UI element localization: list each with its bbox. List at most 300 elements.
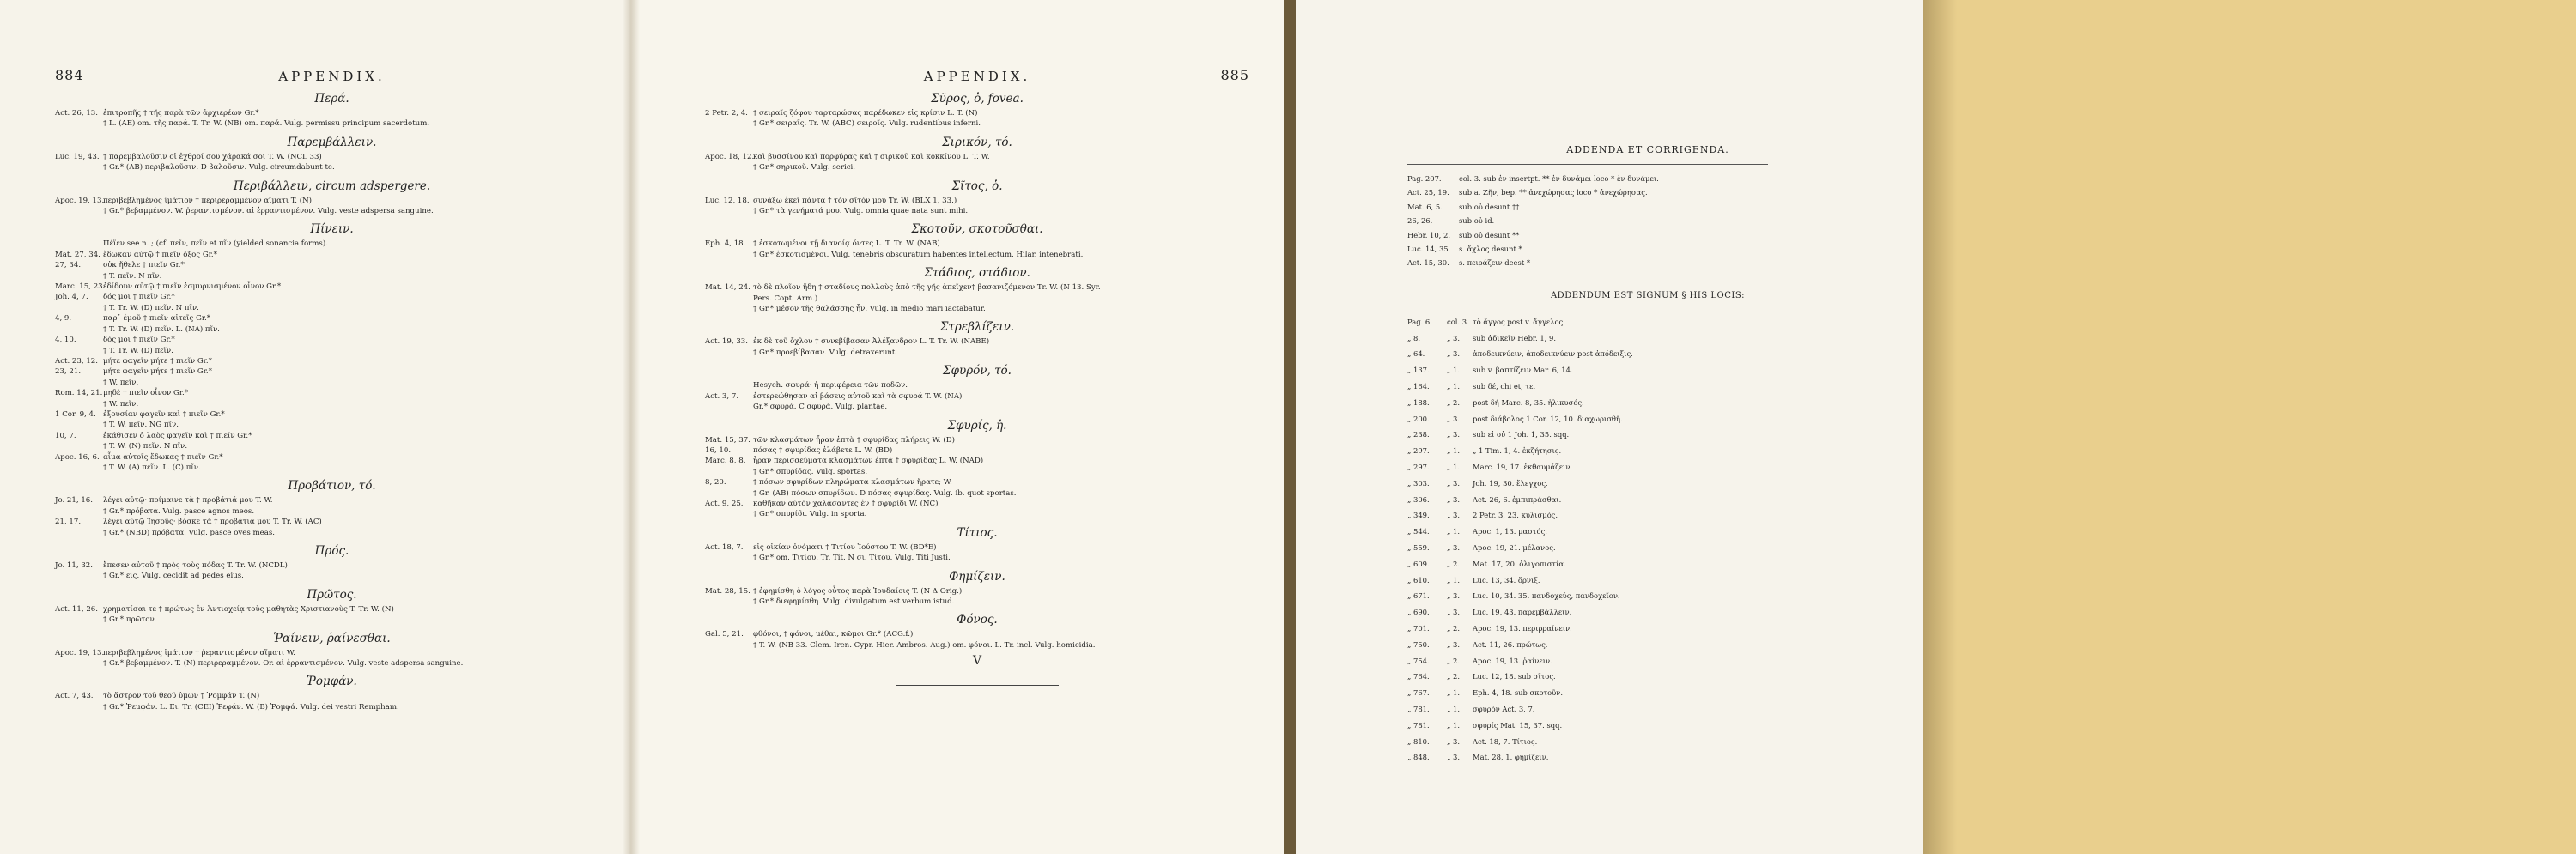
entry-lemma: Τίτιος. [957, 525, 998, 540]
locus-row [1407, 685, 1888, 701]
locus-text: Apoc. 19, 13. περιρραίνειν. [1473, 623, 1572, 633]
page-shadow [623, 0, 631, 854]
locus-page: „ 303. [1407, 478, 1430, 488]
entry-text: † Gr.* μέσον τῆς θαλάσσης ἦν. Vulg. in medio mari iactabatur. [753, 305, 986, 314]
locus-text: Act. 18, 7. Τίτιος. [1473, 736, 1538, 746]
entry-line [705, 477, 1249, 488]
correction-text: sub οὐ id. [1459, 216, 1495, 226]
entry-reference: Luc. 19, 43. [55, 152, 100, 161]
page-shadow [631, 0, 640, 854]
entry-text: ἔδωκαν αὐτῷ † πιεῖν ὄξος Gr.* [103, 250, 217, 259]
running-title: APPENDIX. [278, 69, 386, 84]
locus-row [1407, 749, 1888, 766]
correction-text: sub οὐ desunt †† [1459, 202, 1520, 211]
entry-text: εἰς οἰκίαν ὀνόματι † Τιτίου Ἰούστου T. W. (ΒD*E) [753, 542, 937, 552]
entry-reference: Apoc. 16, 6. [55, 452, 100, 462]
entry-line [55, 303, 609, 313]
entry-line [55, 118, 609, 129]
entry-line [55, 388, 609, 398]
entry-line [55, 452, 609, 463]
entry-line [55, 441, 609, 451]
locus-page: „ 848. [1407, 753, 1430, 762]
entry-text: † Gr.* προεβίβασαν. Vulg. detraxerunt. [753, 348, 898, 357]
locus-row [1407, 701, 1888, 718]
entry-lemma: Σφυρίς, ἡ. [947, 418, 1007, 433]
entry-line [705, 162, 1249, 173]
entry-text: † Gr.* πρόβατα. Vulg. pasce agnos meos. [103, 506, 255, 516]
entry-text: † T. W. (ΝΒ 33. Clem. Iren. Cypr. Hier. Ambros. Aug.) om. φόνοι. L. Tr. incl. Vulg. homicidia. [753, 640, 1096, 650]
entry-line [705, 597, 1249, 607]
entry-lemma: Προβάτιον, τό. [288, 479, 376, 494]
locus-page: „ 349. [1407, 511, 1430, 520]
locus-page: „ 810. [1407, 736, 1430, 746]
locus-page: „ 544. [1407, 527, 1430, 536]
entry-reference: Marc. 15, 23. [55, 282, 106, 292]
locus-row [1407, 734, 1888, 750]
locus-page: „ 306. [1407, 494, 1430, 504]
correction-row [1407, 242, 1888, 256]
locus-page: „ 297. [1407, 446, 1430, 456]
entry-reference: Act. 3, 7. [705, 391, 739, 401]
entry-lemma: Στάδιος, στάδιον. [924, 266, 1030, 281]
entry-text: ἐκάθισεν ὁ λαὸς φαγεῖν καὶ † πιεῖν Gr.* [103, 431, 252, 440]
locus-page: „ 137. [1407, 366, 1430, 375]
entry-line [55, 658, 609, 669]
entry-reference: Rom. 14, 21. [55, 389, 103, 398]
entry-lemma: Ῥομφάν. [307, 675, 357, 689]
locus-text: Luc. 12, 18. sub σῖτος. [1473, 672, 1556, 681]
entry-line [705, 336, 1249, 347]
locus-column: „ 3. [1447, 591, 1460, 601]
locus-row [1407, 637, 1888, 653]
entry-line [705, 467, 1249, 477]
locus-column: col. 3. [1447, 317, 1469, 326]
entry-text: † Gr.* βεβαμμένον. T. (Ν) περιρεραμμένον. Or. αἱ ἐρραντισμένον. Vulg. veste adspersa sanguine. [103, 659, 464, 669]
entry-line [705, 196, 1249, 206]
locus-page: „ 610. [1407, 575, 1430, 584]
locus-text: Act. 11, 26. πρώτως. [1473, 639, 1548, 649]
locus-column: „ 1. [1447, 527, 1460, 536]
locus-text: Luc. 19, 43. παρεμβάλλειν. [1473, 608, 1572, 617]
entry-reference: Act. 11, 26. [55, 604, 99, 614]
entry-lemma: Σῦρος, ὁ, fovea. [931, 92, 1024, 106]
locus-page: „ 238. [1407, 430, 1430, 439]
locus-text: sub δέ, chi et, τε. [1473, 382, 1536, 391]
entry-reference: 23, 21. [55, 367, 82, 377]
entry-line [705, 509, 1249, 519]
locus-row [1407, 604, 1888, 621]
entry-text: † Gr. (ΑΒ) πόσων σπυρίδων. D πόσας σφυρίδας. Vulg. ib. quot sportas. [753, 488, 1017, 498]
entry-reference: 4, 9. [55, 314, 72, 324]
locus-row [1407, 395, 1888, 411]
entry-line [705, 282, 1249, 293]
locus-column: „ 3. [1447, 608, 1460, 617]
entry-text: καὶ βυσσίνου καὶ πορφύρας καὶ † σιρικοῦ καὶ κοκκίνου L. T. W. [753, 152, 990, 161]
entry-reference: 21, 17. [55, 518, 82, 527]
locus-text: Mat. 28, 1. φημίζειν. [1473, 753, 1549, 762]
entry-text: † πόσων σφυρίδων πληρώματα κλασμάτων ἤρατε; W. [753, 478, 952, 488]
locus-column: „ 3. [1447, 736, 1460, 746]
entry-reference: Mat. 27, 34. [55, 250, 100, 259]
entry-line [705, 640, 1249, 651]
entry-text: † T. W. (Α) πεῖν. L. (C) πῖν. [103, 463, 201, 472]
entry-line [705, 435, 1249, 445]
entry-text: λέγει αὐτῷ· ποίμαινε τὰ † προβάτιά μου T. W. [103, 496, 273, 506]
entry-list [55, 92, 609, 712]
page-number: 885 [1220, 67, 1249, 83]
locus-column: „ 3. [1447, 494, 1460, 504]
title-rule [1407, 164, 1768, 165]
locus-column: „ 1. [1447, 720, 1460, 730]
locus-row [1407, 346, 1888, 362]
entry-text: † Gr.* βεβαμμένον. W. ῥεραντισμένον. αἱ ἐρραντισμένον. Vulg. veste adspersa sanguine. [103, 207, 434, 216]
locus-row [1407, 621, 1888, 637]
locus-column: „ 2. [1447, 656, 1460, 665]
correction-row [1407, 228, 1888, 242]
entry-lemma: Πρός. [314, 544, 349, 558]
entry-line [705, 629, 1249, 639]
locus-text: post δή Marc. 8, 35. ἠλικυσός. [1473, 397, 1584, 407]
locus-text: post διάβολος 1 Cor. 12, 10. διαχωρισθῆ. [1473, 414, 1623, 423]
correction-row [1407, 256, 1888, 270]
entry-text: Pers. Copt. Arm.) [753, 294, 818, 303]
entry-reference: 10, 7. [55, 431, 76, 440]
entry-line [55, 152, 609, 162]
entry-text: † T. W. (Ν) πεῖν. Ν πῖν. [103, 442, 188, 451]
entry-line [55, 560, 609, 571]
entry-lemma: Πίνειν. [310, 222, 354, 237]
locus-row [1407, 588, 1888, 604]
locus-column: „ 3. [1447, 753, 1460, 762]
entry-text: χρηματίσαι τε † πρώτως ἐν Ἀντιοχείᾳ τοὺς μαθητὰς Χριστιανοὺς T. Tr. W. (Ν) [103, 604, 394, 614]
entry-line [705, 152, 1249, 162]
locus-row [1407, 379, 1888, 395]
entry-reference: Mat. 15, 37. [705, 435, 750, 445]
entry-text: † Gr.* Ῥεμφάν. L. Ει. Tr. (CΕΙ) Ῥεφάν. W. (Β) Ῥομφά. Vulg. dei vestri Rempham. [103, 702, 399, 712]
entry-lemma: Σῖτος, ὁ. [951, 179, 1003, 193]
entry-line [55, 420, 609, 430]
entry-line [55, 691, 609, 701]
entry-lemma: Πρῶτος. [307, 587, 357, 602]
correction-row [1407, 185, 1888, 199]
entry-line [55, 335, 609, 345]
entry-reference: Mat. 28, 15. [705, 586, 750, 596]
entry-reference: Act. 23, 12. [55, 356, 99, 366]
entry-line [55, 108, 609, 118]
entry-line [55, 206, 609, 216]
entry-line [705, 456, 1249, 466]
entry-text: δός μοι † πιεῖν Gr.* [103, 336, 175, 345]
correction-reference: Act. 25, 19. [1407, 188, 1449, 197]
entry-text: † Gr.* σηρικοῦ. Vulg. serici. [753, 163, 856, 173]
correction-reference: 26, 26. [1407, 216, 1433, 226]
entry-text: περιβεβλημένος ἱμάτιον † περιρεραμμένον αἵματι T. (Ν) [103, 196, 312, 205]
entry-line [55, 378, 609, 388]
locus-row [1407, 475, 1888, 492]
locus-text: Apoc. 19, 21. μέλανος. [1473, 543, 1556, 552]
running-head [55, 67, 609, 86]
entry-line [55, 702, 609, 712]
locus-page: „ 559. [1407, 543, 1430, 552]
entry-line [55, 528, 609, 538]
locus-page: „ 754. [1407, 656, 1430, 665]
entry-line [705, 402, 1249, 412]
locus-page: „ 8. [1407, 333, 1420, 342]
entry-line [55, 162, 609, 173]
locus-row [1407, 411, 1888, 427]
entry-line [55, 463, 609, 473]
entry-text: Hesych. σφυρά· ἡ περιφέρεια τῶν ποδῶν. [753, 381, 908, 391]
entry-reference: Jo. 21, 16. [55, 496, 93, 506]
locus-column: „ 3. [1447, 349, 1460, 359]
entry-line [705, 304, 1249, 314]
entry-lemma: Παρεμβάλλειν. [287, 135, 377, 149]
locus-row [1407, 507, 1888, 524]
entry-reference: 1 Cor. 9, 4. [55, 409, 96, 419]
entry-list [705, 92, 1249, 651]
entry-lemma: Σφυρόν, τό. [943, 364, 1012, 379]
locus-page: „ 200. [1407, 414, 1430, 423]
entry-reference: Marc. 8, 8. [705, 457, 746, 466]
entry-reference: 27, 34. [55, 261, 82, 270]
entry-text: Πέϊεν see n. ; (cf. πεῖν, πεῖν et πῖν (yielded sonancia forms). [103, 239, 328, 249]
entry-text: † Gr.* om. Τιτίου. Tr. Tit. Ν σι. Τίτου. Vulg. Titi Justi. [753, 554, 951, 563]
entry-line [705, 206, 1249, 216]
locus-row [1407, 459, 1888, 475]
entry-line [55, 250, 609, 260]
entry-text: ἐκ δὲ τοῦ ὄχλου † συνεβίβασαν Ἀλέξανδρον L. T. Tr. W. (ΝΑΒΕ) [753, 337, 990, 347]
entry-text: συνάξω ἐκεῖ πάντα † τὸν σῖτόν μου Tr. W. (ΒLX 1, 33.) [753, 196, 957, 205]
entry-reference: Apoc. 19, 13. [55, 196, 105, 205]
entry-lemma: Περιβάλλειν, circum adspergere. [233, 179, 431, 193]
entry-text: ἦραν περισσεύματα κλασμάτων ἑπτὰ † σφυρίδας L. W. (ΝΑD) [753, 457, 984, 466]
entry-reference: Act. 9, 25. [705, 499, 744, 508]
entry-text: ἐδίδουν αὐτῷ † πιεῖν ἐσμυρνισμένον οἶνον Gr.* [103, 282, 282, 292]
entry-line [705, 586, 1249, 597]
entry-line [55, 615, 609, 625]
entry-reference: Act. 19, 33. [705, 337, 749, 347]
locus-column: „ 1. [1447, 575, 1460, 584]
locus-column: „ 2. [1447, 559, 1460, 568]
entry-line [705, 391, 1249, 402]
entry-text: μηδὲ † πιεῖν οἶνον Gr.* [103, 389, 189, 398]
correction-reference: Pag. 207. [1407, 174, 1442, 183]
running-title: APPENDIX. [923, 69, 1031, 84]
locus-text: Apoc. 19, 13. ῥαίνειν. [1473, 656, 1552, 665]
page-884 [0, 0, 631, 854]
entry-lemma: Ῥαίνειν, ῥαίνεσθαι. [273, 631, 391, 645]
locus-row [1407, 362, 1888, 379]
locus-page: „ 781. [1407, 720, 1430, 730]
entry-text: τὸ δὲ πλοῖον ἤδη † σταδίους πολλοὺς ἀπὸ τῆς γῆς ἀπεῖχεν† βασανιζόμενον Tr. W. (Ν 13. Syr. [753, 283, 1101, 293]
correction-text: col. 3. sub ἐν insertpt. ** ἐν δυνάμει loco * ἐν δυνάμει. [1459, 174, 1659, 183]
locus-text: Marc. 19, 17. ἐκθαυμάζειν. [1473, 463, 1573, 472]
entry-lemma: Στρεβλίζειν. [939, 320, 1015, 335]
locus-page: „ 188. [1407, 397, 1430, 407]
entry-line [55, 495, 609, 506]
locus-column: „ 3. [1447, 333, 1460, 342]
locus-column: „ 1. [1447, 704, 1460, 713]
entry-text: † παρεμβαλοῦσιν οἱ ἐχθροί σου χάρακά σοι T. W. (ΝCL 33) [103, 152, 322, 161]
locus-column: „ 1. [1447, 463, 1460, 472]
entry-reference: Act. 26, 13. [55, 109, 99, 118]
end-rule [896, 685, 1059, 686]
entry-line [55, 271, 609, 282]
entry-lemma: Σιρικόν, τό. [942, 135, 1012, 149]
locus-column: „ 3. [1447, 543, 1460, 552]
locus-text: Luc. 10, 34. 35. πανδοχεύς, πανδοχεῖον. [1473, 591, 1620, 601]
locus-column: „ 1. [1447, 382, 1460, 391]
entry-text: † T. Tr. W. (D) πεῖν. Ν πῖν. [103, 303, 199, 312]
locus-text: 2 Petr. 3, 23. κυλισμός. [1473, 511, 1558, 520]
locus-text: Mat. 17, 20. ὀλιγοπιστία. [1473, 559, 1566, 568]
entry-line [55, 506, 609, 517]
entry-text: † Gr.* σπυρίδι. Vulg. in sporta. [753, 510, 867, 519]
entry-text: Gr.* σφυρά. C σφυρά. Vulg. plantae. [753, 403, 888, 412]
entry-line [55, 517, 609, 527]
correction-reference: Mat. 6, 5. [1407, 202, 1443, 211]
locus-column: „ 3. [1447, 639, 1460, 649]
running-head [705, 67, 1249, 86]
correction-row [1407, 172, 1888, 185]
entry-line [55, 292, 609, 302]
entry-reference: Apoc. 19, 13. [55, 648, 105, 657]
entry-text: † ἐφημίσθη ὁ λόγος οὗτος παρὰ Ἰουδαίοις T. (Ν Δ Orig.) [753, 586, 963, 596]
locus-page: Pag. 6. [1407, 317, 1432, 326]
entry-text: τὸ ἄστρον τοῦ θεοῦ ὑμῶν † Ῥομφάν T. (Ν) [103, 692, 260, 701]
entry-reference: Jo. 11, 32. [55, 561, 93, 570]
entry-line [55, 282, 609, 292]
entry-text: † T. πεῖν. Ν πῖν. [103, 271, 162, 281]
entry-line [55, 366, 609, 377]
entry-reference: Mat. 14, 24. [705, 283, 750, 293]
entry-line [55, 260, 609, 270]
entry-text: † Gr.* διεφημίσθη. Vulg. divulgatum est verbum istud. [753, 597, 955, 606]
entry-text: ἐξουσίαν φαγεῖν καὶ † πιεῖν Gr.* [103, 409, 225, 419]
entry-text: ἔπεσεν αὐτοῦ † πρὸς τοὺς πόδας T. Tr. W. (ΝCDL) [103, 561, 288, 570]
entry-line [55, 196, 609, 206]
entry-line [55, 313, 609, 324]
entry-lemma: Περά. [314, 92, 349, 106]
locus-text: Eph. 4, 18. sub σκοτοῦν. [1473, 688, 1564, 698]
entry-reference: Apoc. 18, 12. [705, 152, 755, 161]
entry-text: † Gr.* σειραῖς. Tr. W. (ΑΒC) σειροῖς. Vulg. rudentibus inferni. [753, 119, 981, 129]
entry-text: μήτε φαγεῖν μήτε † πιεῖν Gr.* [103, 356, 212, 366]
entry-text: † Gr.* ἐσκοτισμένοι. Vulg. tenebris obscuratum habentes intellectum. Hilar. intenebrati. [753, 250, 1084, 259]
locus-row [1407, 524, 1888, 540]
entry-text: † Gr.* τὰ γενήματά μου. Vulg. omnia quae nata sunt mihi. [753, 207, 969, 216]
locus-column: „ 3. [1447, 414, 1460, 423]
correction-text: s. ἄχλος desunt * [1459, 245, 1522, 254]
locus-row [1407, 492, 1888, 508]
locus-page: „ 671. [1407, 591, 1430, 601]
locus-row [1407, 330, 1888, 347]
locus-row [1407, 314, 1888, 330]
entry-reference: Joh. 4, 7. [55, 293, 88, 302]
locus-page: „ 781. [1407, 704, 1430, 713]
entry-text: δός μοι † πιεῖν Gr.* [103, 293, 175, 302]
locus-row [1407, 556, 1888, 572]
page-shadow [1923, 0, 1957, 854]
locus-text: Act. 26, 6. ἐμπιπράσθαι. [1473, 494, 1562, 504]
locus-row [1407, 669, 1888, 685]
addenda-title: ADDENDA ET CORRIGENDA. [1566, 144, 1729, 155]
entry-text: παρ᾽ ἐμοῦ † πιεῖν αἰτεῖς Gr.* [103, 314, 211, 324]
entry-text: καθῆκαν αὐτὸν χαλάσαντες ἐν † σφυρίδι W. (ΝC) [753, 499, 939, 508]
locus-column: „ 2. [1447, 397, 1460, 407]
locus-row [1407, 540, 1888, 556]
entry-reference: Eph. 4, 18. [705, 239, 746, 249]
locus-page: „ 767. [1407, 688, 1430, 698]
entry-line [55, 571, 609, 581]
entry-line [55, 399, 609, 409]
entry-reference: Luc. 12, 18. [705, 196, 750, 205]
entry-reference: 4, 10. [55, 336, 76, 345]
entry-line [705, 499, 1249, 509]
entry-text: λέγει αὐτῷ Ἰησοῦς· βόσκε τὰ † προβάτιά μου T. Tr. W. (ΑC) [103, 518, 322, 527]
entry-line [705, 542, 1249, 553]
locus-column: „ 1. [1447, 366, 1460, 375]
locus-row [1407, 443, 1888, 459]
correction-reference: Hebr. 10, 2. [1407, 230, 1450, 239]
entry-lemma: Φόνος. [957, 613, 998, 627]
locus-text: σφυρόν Act. 3, 7. [1473, 704, 1535, 713]
locus-text: „ 1 Tim. 1, 4. ἐκζήτησις. [1473, 446, 1562, 456]
signature-mark: V [972, 654, 982, 669]
correction-row [1407, 214, 1888, 227]
locus-row [1407, 653, 1888, 669]
entry-text: αἷμα αὐτοῖς ἔδωκας † πιεῖν Gr.* [103, 452, 223, 462]
entry-line [705, 118, 1249, 129]
locus-page: „ 64. [1407, 349, 1425, 359]
entry-text: † L. (ΑΕ) om. τῆς παρά. T. Tr. W. (ΝΒ) om. παρά. Vulg. permissu principum sacerdotum. [103, 119, 430, 129]
correction-row [1407, 200, 1888, 214]
locus-column: „ 1. [1447, 446, 1460, 456]
entry-text: † W. πεῖν. [103, 378, 139, 387]
entry-text: ἐστερεώθησαν αἱ βάσεις αὐτοῦ καὶ τὰ σφυρά T. W. (ΝΑ) [753, 391, 963, 401]
locus-column: „ 3. [1447, 430, 1460, 439]
entry-text: πόσας † σφυρίδας ἐλάβετε L. W. (ΒD) [753, 445, 893, 455]
locus-page: „ 701. [1407, 623, 1430, 633]
locus-text: sub εἰ οὐ 1 Joh. 1, 35. sqq. [1473, 430, 1570, 439]
locus-text: τὸ ἄγγος post v. ἄγγελος. [1473, 317, 1565, 326]
entry-line [55, 431, 609, 441]
page-number: 884 [55, 67, 84, 83]
locus-page: „ 297. [1407, 463, 1430, 472]
entry-reference: Act. 18, 7. [705, 542, 744, 552]
locus-page: „ 164. [1407, 382, 1430, 391]
entry-line [705, 348, 1249, 358]
locus-page: „ 609. [1407, 559, 1430, 568]
locus-text: σφυρίς Mat. 15, 37. sqq. [1473, 720, 1563, 730]
entry-line [55, 604, 609, 615]
addenda-page [1296, 0, 1923, 854]
locus-column: „ 3. [1447, 478, 1460, 488]
entry-reference: 2 Petr. 2, 4. [705, 109, 748, 118]
entry-line [705, 380, 1249, 391]
locus-row [1407, 718, 1888, 734]
correction-reference: Act. 15, 30. [1407, 258, 1449, 268]
entry-text: † T. Tr. W. (D) πεῖν. L. (ΝΑ) πῖν. [103, 324, 220, 334]
entry-text: † T. Tr. W. (D) πεῖν. [103, 346, 173, 355]
entry-text: φθόνοι, † φόνοι, μέθαι, κῶμοι Gr.* (ΑCG.f.) [753, 630, 914, 639]
locus-column: „ 2. [1447, 672, 1460, 681]
correction-text: s. πειράζειν deest * [1459, 258, 1531, 268]
entry-line [705, 553, 1249, 563]
entry-text: † Gr.* (ΑΒ) περιβαλοῦσιν. D βαλοῦσιν. Vulg. circumdabunt te. [103, 163, 335, 173]
entry-line [705, 239, 1249, 249]
entry-lemma: Φημίζειν. [949, 569, 1005, 584]
